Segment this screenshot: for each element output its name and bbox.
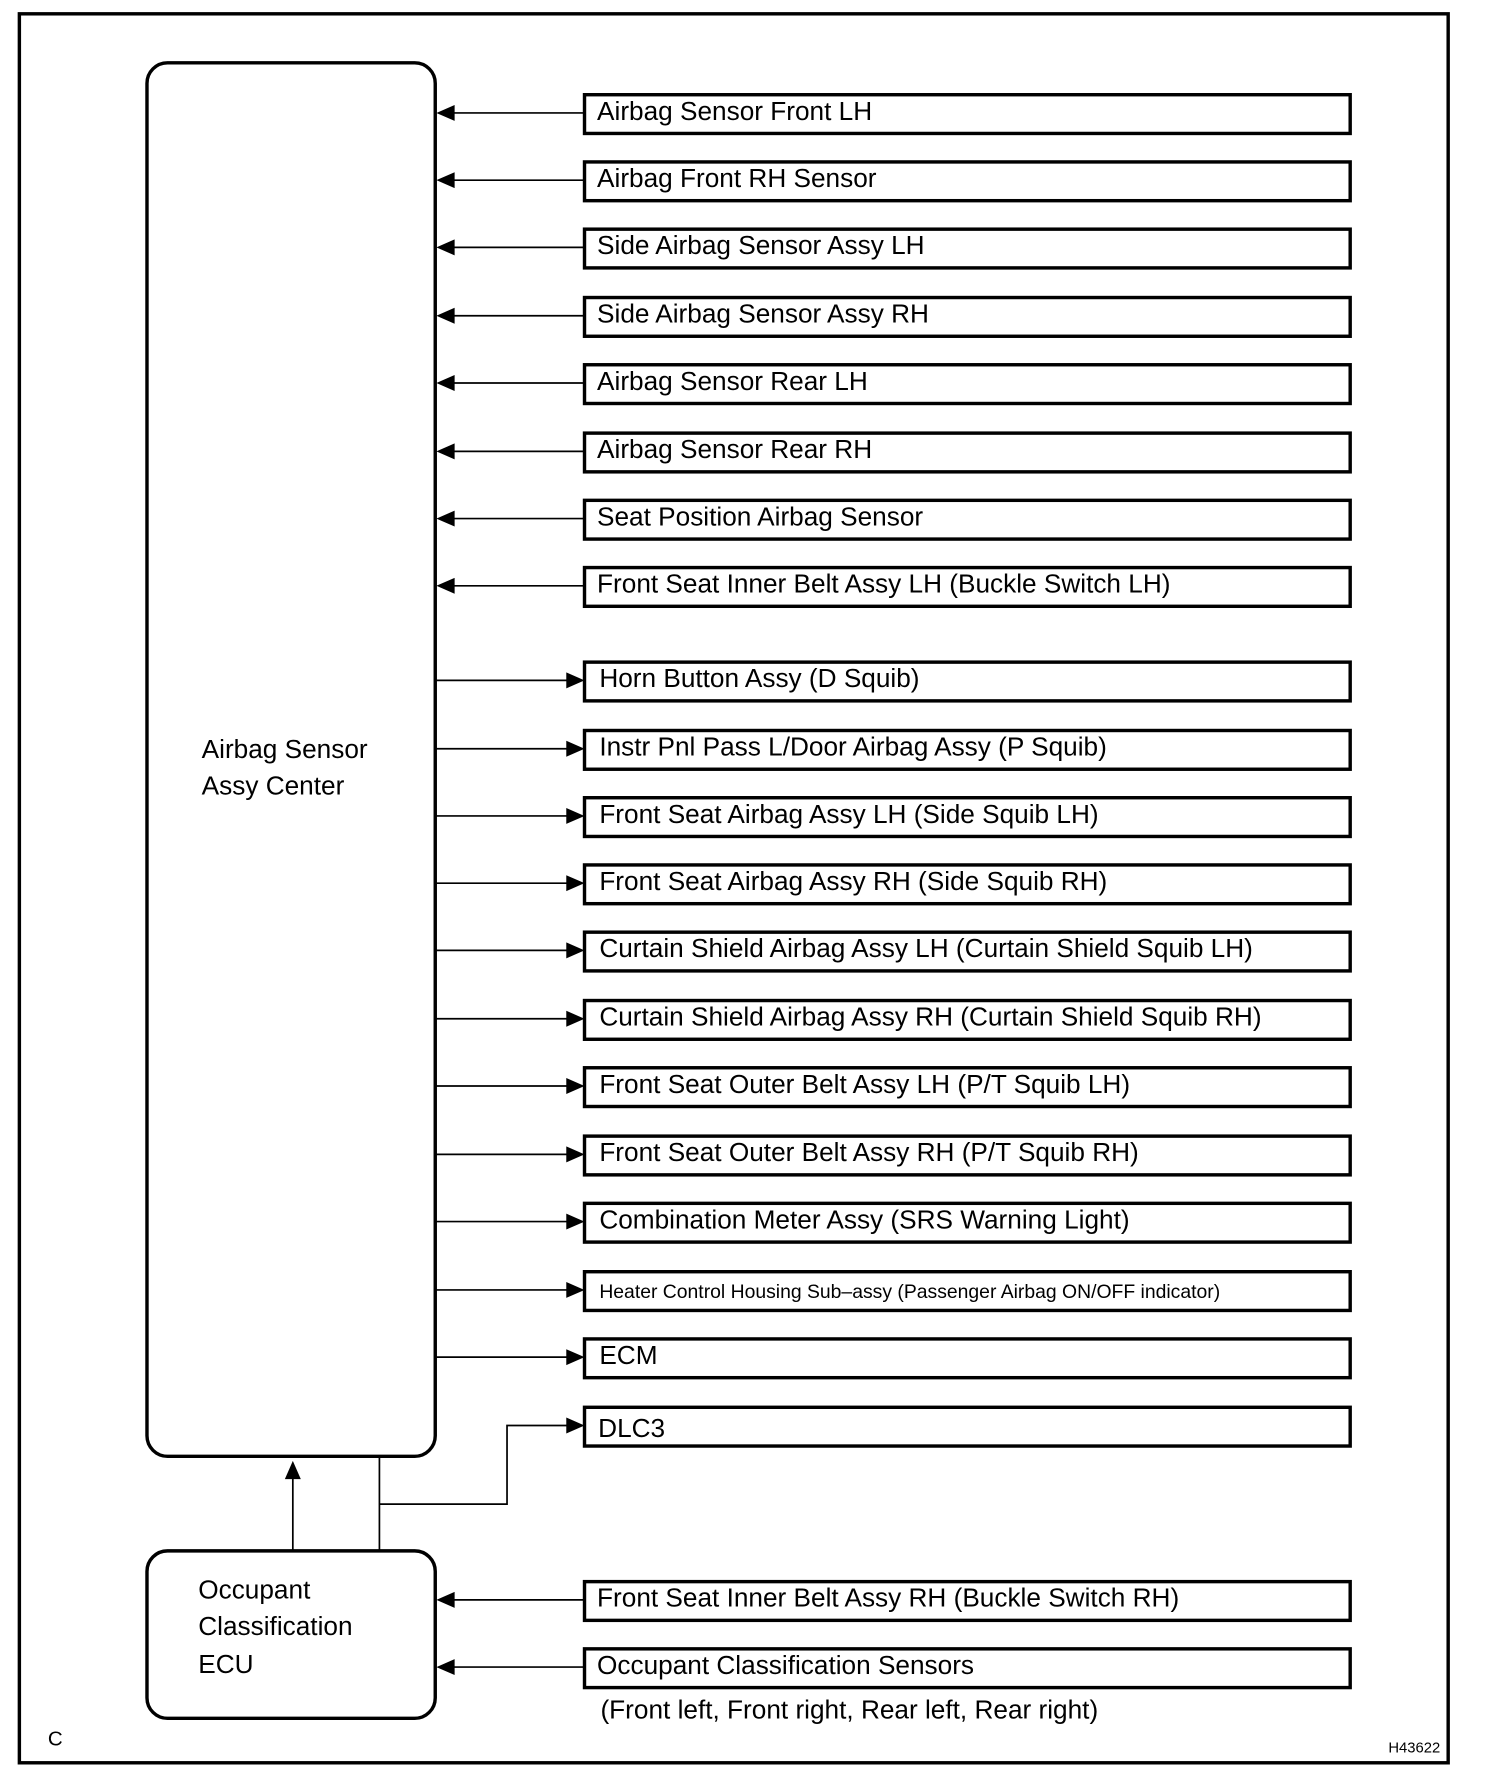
output-2-label: Instr Pnl Pass L/Door Airbag Assy (P Squib) <box>599 731 1107 762</box>
arrowhead-left-icon <box>436 375 454 391</box>
arrowhead-right-icon <box>566 672 584 688</box>
output-10-label: Heater Control Housing Sub–assy (Passenger Airbag ON/OFF indicator) <box>599 1280 1221 1303</box>
occupant-unit-label-2: Classification <box>198 1611 353 1642</box>
input-7-label: Seat Position Airbag Sensor <box>597 501 924 532</box>
arrowhead-right-icon <box>566 1349 584 1365</box>
output-8-label: Front Seat Outer Belt Assy RH (P/T Squib RH) <box>599 1137 1139 1168</box>
arrowhead-left-icon <box>436 578 454 594</box>
corner-mark: C <box>47 1727 63 1751</box>
arrowhead-right-icon <box>566 942 584 958</box>
occupant-unit-label-3: ECU <box>198 1648 254 1679</box>
input-1-label: Airbag Sensor Front LH <box>597 95 873 126</box>
arrowhead-left-icon <box>436 1659 454 1675</box>
arrowhead-right-icon <box>566 1282 584 1298</box>
input-3-label: Side Airbag Sensor Assy LH <box>597 230 925 261</box>
output-3-label: Front Seat Airbag Assy LH (Side Squib LH) <box>599 798 1099 829</box>
arrowhead-right-icon <box>566 1078 584 1094</box>
arrowhead-right-icon <box>566 1418 584 1434</box>
input-2-label: Airbag Front RH Sensor <box>597 163 877 194</box>
dlc3-label: DLC3 <box>598 1412 666 1443</box>
center-unit-label-1: Airbag Sensor <box>201 733 368 764</box>
center-unit-label-2: Assy Center <box>201 770 345 801</box>
input-8-label: Front Seat Inner Belt Assy LH (Buckle Switch LH) <box>597 568 1171 599</box>
arrowhead-left-icon <box>436 1592 454 1608</box>
arrowhead-left-icon <box>436 511 454 527</box>
arrowhead-right-icon <box>566 1146 584 1162</box>
arrowhead-left-icon <box>436 308 454 324</box>
output-1-label: Horn Button Assy (D Squib) <box>599 663 920 694</box>
dlc3-branch-line <box>379 1426 569 1505</box>
occupant-sensors-note: (Front left, Front right, Rear left, Rear right) <box>600 1694 1099 1725</box>
arrowhead-right-icon <box>566 1011 584 1027</box>
output-6-label: Curtain Shield Airbag Assy RH (Curtain Shield Squib RH) <box>599 1001 1262 1032</box>
arrowhead-left-icon <box>436 443 454 459</box>
output-5-label: Curtain Shield Airbag Assy LH (Curtain Shield Squib LH) <box>599 933 1253 964</box>
arrowhead-right-icon <box>566 1214 584 1230</box>
input-6-label: Airbag Sensor Rear RH <box>597 434 873 465</box>
input-4-label: Side Airbag Sensor Assy RH <box>597 298 929 329</box>
input-5-label: Airbag Sensor Rear LH <box>597 365 868 396</box>
arrowhead-up-icon <box>285 1461 301 1479</box>
arrowhead-right-icon <box>566 741 584 757</box>
arrowhead-right-icon <box>566 808 584 824</box>
output-4-label: Front Seat Airbag Assy RH (Side Squib RH) <box>599 866 1108 897</box>
output-11-label: ECM <box>599 1340 658 1370</box>
arrowhead-left-icon <box>436 172 454 188</box>
arrowhead-right-icon <box>566 875 584 891</box>
dlc3-box <box>585 1407 1351 1446</box>
output-7-label: Front Seat Outer Belt Assy LH (P/T Squib LH) <box>599 1068 1131 1099</box>
output-11-box <box>585 1339 1351 1378</box>
occupant-unit-label-1: Occupant <box>198 1574 311 1605</box>
output-9-label: Combination Meter Assy (SRS Warning Light) <box>599 1204 1130 1235</box>
occupant-input-2-label: Occupant Classification Sensors <box>597 1649 975 1680</box>
figure-id: H43622 <box>1388 1740 1441 1757</box>
arrowhead-left-icon <box>436 105 454 121</box>
occupant-input-1-label: Front Seat Inner Belt Assy RH (Buckle Switch RH) <box>597 1582 1180 1613</box>
arrowhead-left-icon <box>436 239 454 255</box>
